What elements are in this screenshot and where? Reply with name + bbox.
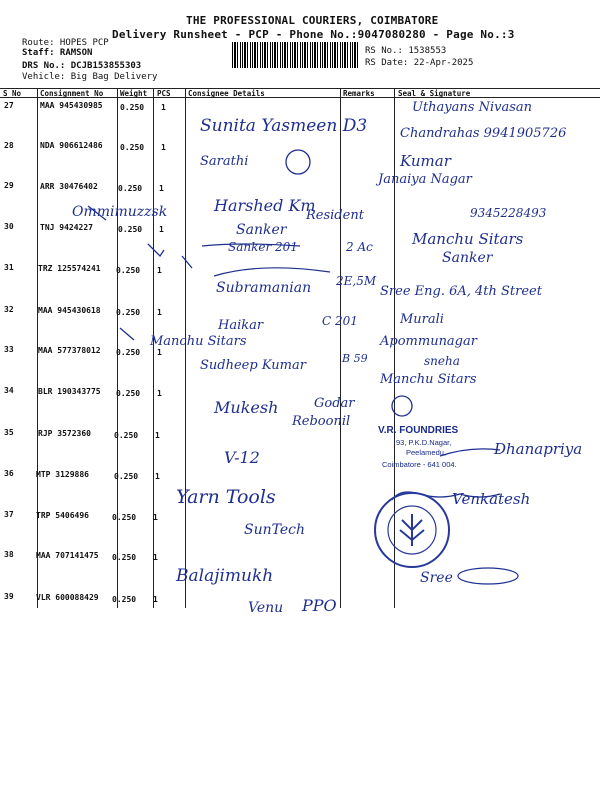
row-consignment: NDA 906612486: [40, 141, 103, 150]
row-pcs: 1: [159, 184, 164, 193]
col-header-weight: Weight: [120, 89, 148, 98]
handwritten-signature: Chandrahas 9941905726: [400, 126, 567, 141]
row-pcs: 1: [161, 143, 166, 152]
handwritten-signature: Apommunagar: [380, 334, 477, 349]
handwritten-signature: Sree Eng. 6A, 4th Street: [380, 284, 542, 299]
handwritten-signature: Murali: [400, 312, 444, 327]
handwritten-signature: Venkatesh: [452, 490, 531, 508]
handwritten-consignee: Harshed Km: [214, 196, 316, 215]
stamp-address-1: 93, P.K.D.Nagar,: [396, 438, 452, 447]
handwritten-signature: sneha: [424, 354, 460, 368]
pen-tick: [182, 256, 192, 268]
handwritten-remark: Godar: [314, 396, 355, 411]
row-pcs: 1: [157, 389, 162, 398]
handwritten-consignee: Sanker: [236, 222, 287, 238]
row-weight: 0.250: [114, 431, 139, 440]
row-sno: 38: [4, 550, 14, 559]
vehicle-label: Vehicle: Big Bag Delivery: [22, 72, 158, 82]
handwritten-consignee: Yarn Tools: [176, 486, 276, 508]
drs-number: DRS No.: DCJB153855303: [22, 61, 142, 71]
row-weight: 0.250: [116, 266, 141, 275]
handwritten-remark: Reboonil: [292, 414, 351, 429]
handwritten-signature: Manchu Sitars: [380, 372, 477, 387]
row-pcs: 1: [159, 225, 164, 234]
rs-date: RS Date: 22-Apr-2025: [365, 58, 474, 68]
round-seal: [372, 490, 452, 570]
pen-scribble: [458, 568, 518, 584]
row-consignment: MAA 945430618: [38, 306, 101, 315]
handwritten-phone: 9345228493: [470, 206, 547, 220]
row-weight: 0.250: [118, 225, 143, 234]
row-pcs: 1: [153, 513, 158, 522]
route-label: Route: HOPES PCP: [22, 38, 109, 48]
row-consignment: BLR 190343775: [38, 387, 101, 396]
pen-tick: [120, 328, 134, 340]
row-consignment: VLR 600088429: [36, 593, 99, 602]
col-header-remarks: Remarks: [343, 89, 375, 98]
signature-scribble: [440, 449, 500, 456]
handwritten-consignee: Sanker 201: [228, 240, 298, 254]
row-weight: 0.250: [112, 595, 137, 604]
company-name: THE PROFESSIONAL COURIERS, COIMBATORE: [186, 14, 439, 27]
handwritten-remark: C 201: [322, 314, 358, 328]
handwritten-note: Janaiya Nagar: [378, 172, 472, 187]
rs-number: RS No.: 1538553: [365, 46, 447, 56]
row-pcs: 1: [153, 595, 158, 604]
row-sno: 27: [4, 101, 14, 110]
row-weight: 0.250: [116, 308, 141, 317]
handwritten-signature: Manchu Sitars: [412, 230, 524, 248]
runsheet-subtitle: Delivery Runsheet - PCP - Phone No.:9047080280 - Page No.:3: [112, 28, 515, 41]
row-weight: 0.250: [116, 348, 141, 357]
row-pcs: 1: [155, 431, 160, 440]
handwritten-remark: Resident: [306, 208, 364, 223]
row-sno: 39: [4, 592, 14, 601]
row-sno: 37: [4, 510, 14, 519]
pen-strike: [214, 268, 330, 276]
row-weight: 0.250: [120, 103, 145, 112]
handwritten-remark: 2E,5M: [336, 274, 377, 288]
handwritten-signature: Dhanapriya: [494, 440, 583, 458]
row-pcs: 1: [155, 472, 160, 481]
pen-circle: [286, 150, 310, 174]
row-sno: 33: [4, 345, 14, 354]
row-weight: 0.250: [112, 553, 137, 562]
row-weight: 0.250: [120, 143, 145, 152]
handwritten-consignee: V-12: [224, 448, 260, 467]
row-weight: 0.250: [118, 184, 143, 193]
row-sno: 34: [4, 386, 14, 395]
row-consignment: ARR 30476402: [40, 182, 98, 191]
handwritten-remark: 2 Ac: [346, 240, 373, 254]
handwritten-consignee: Sunita Yasmeen D3: [200, 116, 368, 136]
row-pcs: 1: [161, 103, 166, 112]
row-sno: 35: [4, 428, 14, 437]
handwritten-consignee: Balajimukh: [176, 566, 274, 586]
handwritten-consignee: Manchu Sitars: [150, 334, 247, 349]
row-consignment: TRP 5406496: [36, 511, 89, 520]
handwritten-consignee: Haikar: [218, 318, 264, 333]
handwritten-remark: PPO: [302, 596, 337, 615]
handwritten-consignee: Venu: [248, 600, 284, 616]
row-consignment: MTP 3129886: [36, 470, 89, 479]
row-pcs: 1: [157, 348, 162, 357]
handwritten-consignee: Sarathi: [200, 154, 249, 169]
row-sno: 28: [4, 141, 14, 150]
col-header-consignee: Consignee Details: [188, 89, 265, 98]
row-consignment: TNJ 9424227: [40, 223, 93, 232]
handwritten-signature: Sree: [420, 570, 453, 586]
row-weight: 0.250: [112, 513, 137, 522]
col-header-sno: S No: [3, 89, 22, 98]
row-sno: 36: [4, 469, 14, 478]
handwritten-consignee: Subramanian: [216, 280, 312, 296]
handwritten-consignee: Mukesh: [214, 398, 279, 417]
col-header-consignment: Consignment No: [40, 89, 104, 98]
row-consignment: TRZ 125574241: [38, 264, 101, 273]
row-pcs: 1: [153, 553, 158, 562]
pen-tick: [148, 244, 164, 256]
stamp-address-3: Coimbatore - 641 004.: [382, 460, 457, 469]
handwritten-signature: Kumar: [400, 152, 451, 170]
col-header-pcs: PCS: [157, 89, 171, 98]
row-sno: 29: [4, 181, 14, 190]
row-sno: 32: [4, 305, 14, 314]
stamp-address-2: Peelamedu,: [406, 448, 447, 457]
row-weight: 0.250: [114, 472, 139, 481]
col-header-seal: Seal & Signature: [398, 89, 471, 98]
staff-label: Staff: RAMSON: [22, 48, 93, 58]
row-sno: 31: [4, 263, 14, 272]
row-sno: 30: [4, 222, 14, 231]
row-pcs: 1: [157, 266, 162, 275]
stamp-company: V.R. FOUNDRIES: [378, 425, 459, 436]
handwritten-consignee: Sudheep Kumar: [200, 358, 306, 373]
row-consignment: MAA 577378012: [38, 346, 101, 355]
handwritten-signature: Uthayans Nivasan: [412, 100, 532, 115]
row-consignment: MAA 707141475: [36, 551, 99, 560]
row-pcs: 1: [157, 308, 162, 317]
pen-circle: [392, 396, 412, 416]
handwritten-signature: Sanker: [442, 250, 493, 266]
handwritten-consignee: SunTech: [244, 522, 306, 538]
row-weight: 0.250: [116, 389, 141, 398]
row-consignment: MAA 945430985: [40, 101, 103, 110]
handwritten-consignee: Ommimuzzsk: [72, 204, 168, 220]
handwritten-remark: B 59: [342, 352, 368, 365]
row-consignment: RJP 3572360: [38, 429, 91, 438]
